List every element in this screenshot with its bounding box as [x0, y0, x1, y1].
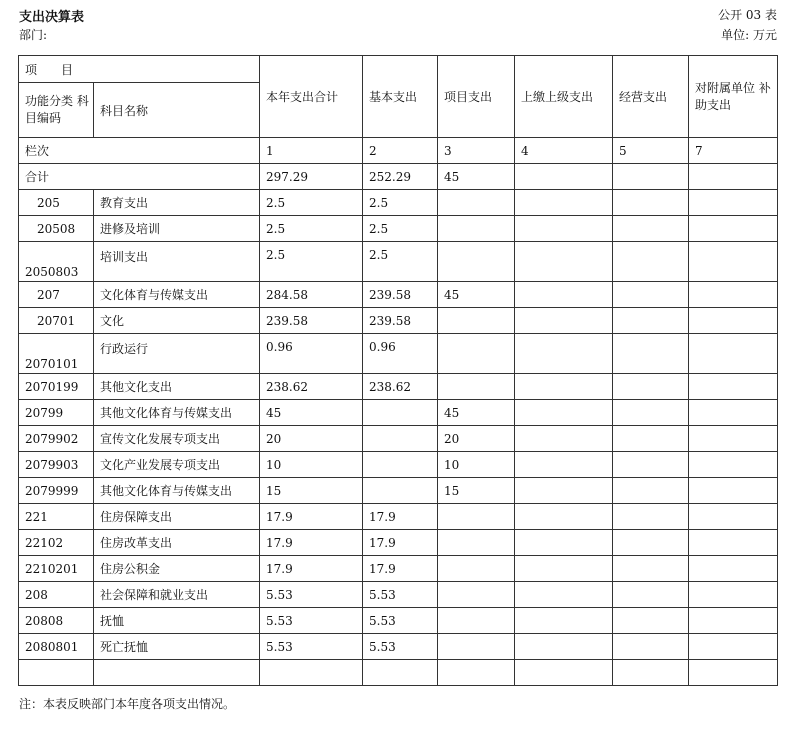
subject-code: 2079902 [19, 426, 94, 452]
amount-total: 17.9 [260, 556, 363, 582]
amount-basic: 2.5 [363, 216, 438, 242]
amount-project: 20 [438, 426, 515, 452]
amount-basic [363, 400, 438, 426]
total-basic: 252.29 [363, 164, 438, 190]
table-row [19, 190, 778, 216]
amount-project: 45 [438, 400, 515, 426]
table-row [19, 634, 778, 660]
header-subsidy: 对附属单位 补助支出 [689, 56, 778, 138]
amount-basic [363, 452, 438, 478]
table-row [19, 452, 778, 478]
total-value: 297.29 [260, 164, 363, 190]
total-row [19, 164, 778, 190]
index-c2: 2 [363, 138, 438, 164]
amount-basic: 2.5 [363, 190, 438, 216]
amount-basic: 17.9 [363, 530, 438, 556]
amount-project: 45 [438, 282, 515, 308]
table-row [19, 556, 778, 582]
table-row [19, 504, 778, 530]
table-row [19, 282, 778, 308]
header-project: 项目支出 [438, 56, 515, 138]
subject-name: 死亡抚恤 [94, 634, 260, 660]
subject-name: 文化产业发展专项支出 [94, 452, 260, 478]
table-row [19, 334, 778, 374]
subject-name: 其他文化体育与传媒支出 [94, 400, 260, 426]
subject-code: 2070199 [19, 374, 94, 400]
subject-name: 住房公积金 [94, 556, 260, 582]
amount-total: 2.5 [260, 216, 363, 242]
amount-total: 238.62 [260, 374, 363, 400]
subject-code: 2080801 [19, 634, 94, 660]
header-subject-name: 科目名称 [94, 83, 260, 138]
subject-code: 205 [19, 190, 94, 216]
table-row [19, 530, 778, 556]
index-c4: 4 [515, 138, 613, 164]
subject-code: 221 [19, 504, 94, 530]
subject-code: 2210201 [19, 556, 94, 582]
subject-code: 2079999 [19, 478, 94, 504]
subject-code: 208 [19, 582, 94, 608]
amount-total: 2.5 [260, 190, 363, 216]
amount-basic: 2.5 [363, 242, 438, 282]
header-operation: 经营支出 [613, 56, 689, 138]
amount-project [438, 334, 515, 374]
expenditure-table [18, 55, 778, 686]
amount-project [438, 504, 515, 530]
subject-code: 2070101 [19, 334, 94, 374]
department-label: 部门: [19, 28, 48, 42]
amount-total: 2.5 [260, 242, 363, 282]
amount-basic: 239.58 [363, 308, 438, 334]
amount-total: 239.58 [260, 308, 363, 334]
subject-code: 2079903 [19, 452, 94, 478]
amount-basic [363, 426, 438, 452]
amount-basic: 5.53 [363, 608, 438, 634]
subject-name: 其他文化支出 [94, 374, 260, 400]
amount-project [438, 190, 515, 216]
amount-project [438, 608, 515, 634]
table-title: 支出决算表 [19, 10, 85, 25]
subject-code: 20701 [19, 308, 94, 334]
table-row [19, 478, 778, 504]
empty-row [19, 660, 778, 686]
amount-project [438, 634, 515, 660]
index-row [19, 138, 778, 164]
subject-name: 住房改革支出 [94, 530, 260, 556]
footnote: 注：本表反映部门本年度各项支出情况。 [19, 697, 236, 711]
header-basic: 基本支出 [363, 56, 438, 138]
subject-code: 2050803 [19, 242, 94, 282]
amount-total: 10 [260, 452, 363, 478]
amount-basic: 5.53 [363, 582, 438, 608]
amount-basic: 239.58 [363, 282, 438, 308]
table-row [19, 242, 778, 282]
index-c5: 5 [613, 138, 689, 164]
amount-total: 0.96 [260, 334, 363, 374]
amount-project [438, 374, 515, 400]
subject-name: 教育支出 [94, 190, 260, 216]
header-item: 项 目 [19, 56, 260, 83]
amount-basic: 17.9 [363, 504, 438, 530]
amount-project [438, 556, 515, 582]
subject-name: 宣传文化发展专项支出 [94, 426, 260, 452]
subject-code: 20808 [19, 608, 94, 634]
table-row [19, 426, 778, 452]
index-label: 栏次 [19, 138, 260, 164]
amount-total: 20 [260, 426, 363, 452]
table-row [19, 216, 778, 242]
table-row [19, 582, 778, 608]
amount-total: 5.53 [260, 608, 363, 634]
subject-name: 抚恤 [94, 608, 260, 634]
subject-name: 其他文化体育与传媒支出 [94, 478, 260, 504]
total-project: 45 [438, 164, 515, 190]
amount-basic: 238.62 [363, 374, 438, 400]
amount-total: 5.53 [260, 634, 363, 660]
subject-name: 进修及培训 [94, 216, 260, 242]
amount-total: 284.58 [260, 282, 363, 308]
subject-code: 22102 [19, 530, 94, 556]
index-c6: 7 [689, 138, 778, 164]
amount-total: 45 [260, 400, 363, 426]
subject-code: 207 [19, 282, 94, 308]
amount-basic [363, 478, 438, 504]
subject-name: 社会保障和就业支出 [94, 582, 260, 608]
amount-project: 15 [438, 478, 515, 504]
amount-project [438, 242, 515, 282]
subject-name: 文化 [94, 308, 260, 334]
subject-code: 20508 [19, 216, 94, 242]
amount-project [438, 530, 515, 556]
amount-basic: 5.53 [363, 634, 438, 660]
amount-project [438, 582, 515, 608]
total-label: 合计 [19, 164, 260, 190]
index-c1: 1 [260, 138, 363, 164]
table-row [19, 374, 778, 400]
amount-project [438, 308, 515, 334]
table-row [19, 308, 778, 334]
table-row [19, 608, 778, 634]
index-c3: 3 [438, 138, 515, 164]
subject-name: 培训支出 [94, 242, 260, 282]
amount-total: 17.9 [260, 530, 363, 556]
amount-project [438, 216, 515, 242]
table-code: 公开 03 表 [718, 8, 777, 22]
unit-label: 单位: 万元 [721, 28, 777, 42]
header-upper: 上缴上级支出 [515, 56, 613, 138]
amount-total: 15 [260, 478, 363, 504]
amount-total: 17.9 [260, 504, 363, 530]
subject-name: 行政运行 [94, 334, 260, 374]
subject-name: 文化体育与传媒支出 [94, 282, 260, 308]
table-row [19, 400, 778, 426]
subject-name: 住房保障支出 [94, 504, 260, 530]
amount-project: 10 [438, 452, 515, 478]
amount-basic: 0.96 [363, 334, 438, 374]
subject-code: 20799 [19, 400, 94, 426]
amount-basic: 17.9 [363, 556, 438, 582]
amount-total: 5.53 [260, 582, 363, 608]
header-func-code: 功能分类 科目编码 [19, 83, 94, 138]
header-total: 本年支出合计 [260, 56, 363, 138]
